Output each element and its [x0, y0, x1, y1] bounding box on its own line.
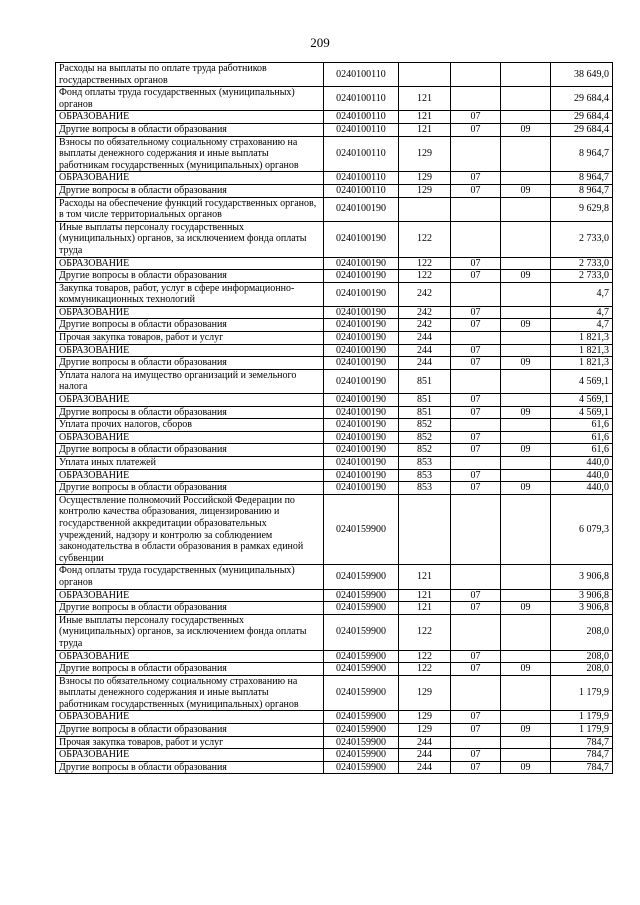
item-name-cell: ОБРАЗОВАНИЕ — [56, 306, 324, 319]
amount-cell: 1 179,9 — [551, 675, 613, 711]
item-name-cell: ОБРАЗОВАНИЕ — [56, 589, 324, 602]
table-row — [56, 406, 613, 419]
table-row — [56, 724, 613, 737]
target-article-cell: 0240100190 — [324, 357, 399, 370]
subsection-cell: 09 — [501, 357, 551, 370]
table-row — [56, 306, 613, 319]
section-cell — [451, 63, 501, 87]
target-article-cell: 0240100190 — [324, 406, 399, 419]
expense-type-cell: 129 — [399, 675, 451, 711]
item-name-cell: Расходы на выплаты по оплате труда работников государственных органов — [56, 63, 324, 87]
subsection-cell — [501, 306, 551, 319]
subsection-cell — [501, 282, 551, 306]
item-name-cell: Взносы по обязательному социальному страхованию на выплаты денежного содержания и иные выплаты работникам государственных (муниципальных) органов — [56, 136, 324, 172]
amount-cell: 2 733,0 — [551, 221, 613, 257]
amount-cell: 1 821,3 — [551, 332, 613, 345]
table-row — [56, 419, 613, 432]
target-article-cell: 0240100190 — [324, 394, 399, 407]
section-cell: 07 — [451, 406, 501, 419]
item-name-cell: Иные выплаты персоналу государственных (муниципальных) органов, за исключением фонда оплаты труда — [56, 221, 324, 257]
item-name-cell: ОБРАЗОВАНИЕ — [56, 749, 324, 762]
expense-type-cell: 121 — [399, 111, 451, 124]
section-cell: 07 — [451, 306, 501, 319]
table-row — [56, 319, 613, 332]
item-name-cell: ОБРАЗОВАНИЕ — [56, 650, 324, 663]
expense-type-cell: 129 — [399, 136, 451, 172]
target-article-cell: 0240159900 — [324, 589, 399, 602]
amount-cell: 208,0 — [551, 614, 613, 650]
item-name-cell: ОБРАЗОВАНИЕ — [56, 711, 324, 724]
item-name-cell: Расходы на обеспечение функций государственных органов, в том числе территориальных органов — [56, 197, 324, 221]
subsection-cell: 09 — [501, 184, 551, 197]
subsection-cell — [501, 565, 551, 589]
table-row — [56, 344, 613, 357]
expense-type-cell: 852 — [399, 444, 451, 457]
item-name-cell: Другие вопросы в области образования — [56, 602, 324, 615]
table-row — [56, 675, 613, 711]
target-article-cell: 0240100190 — [324, 197, 399, 221]
subsection-cell — [501, 394, 551, 407]
section-cell: 07 — [451, 711, 501, 724]
amount-cell: 3 906,8 — [551, 602, 613, 615]
table-row — [56, 136, 613, 172]
subsection-cell — [501, 457, 551, 470]
amount-cell: 4 569,1 — [551, 394, 613, 407]
section-cell — [451, 369, 501, 393]
section-cell: 07 — [451, 111, 501, 124]
table-row — [56, 711, 613, 724]
subsection-cell: 09 — [501, 482, 551, 495]
item-name-cell: ОБРАЗОВАНИЕ — [56, 172, 324, 185]
section-cell: 07 — [451, 431, 501, 444]
section-cell — [451, 675, 501, 711]
subsection-cell — [501, 111, 551, 124]
amount-cell: 61,6 — [551, 431, 613, 444]
expense-type-cell: 851 — [399, 394, 451, 407]
section-cell: 07 — [451, 172, 501, 185]
section-cell: 07 — [451, 270, 501, 283]
subsection-cell — [501, 369, 551, 393]
table-row — [56, 282, 613, 306]
amount-cell: 208,0 — [551, 650, 613, 663]
section-cell: 07 — [451, 650, 501, 663]
item-name-cell: ОБРАЗОВАНИЕ — [56, 344, 324, 357]
target-article-cell: 0240100190 — [324, 221, 399, 257]
item-name-cell: Фонд оплаты труда государственных (муниципальных) органов — [56, 565, 324, 589]
table-row — [56, 482, 613, 495]
subsection-cell — [501, 494, 551, 565]
subsection-cell — [501, 431, 551, 444]
target-article-cell: 0240100190 — [324, 444, 399, 457]
item-name-cell: Другие вопросы в области образования — [56, 663, 324, 676]
section-cell: 07 — [451, 344, 501, 357]
amount-cell: 440,0 — [551, 457, 613, 470]
expense-type-cell: 851 — [399, 369, 451, 393]
subsection-cell — [501, 87, 551, 111]
subsection-cell — [501, 614, 551, 650]
table-row — [56, 270, 613, 283]
table-row — [56, 761, 613, 774]
table-row — [56, 197, 613, 221]
subsection-cell: 09 — [501, 406, 551, 419]
target-article-cell: 0240100190 — [324, 469, 399, 482]
table-row — [56, 663, 613, 676]
subsection-cell — [501, 736, 551, 749]
target-article-cell: 0240159900 — [324, 565, 399, 589]
section-cell — [451, 736, 501, 749]
amount-cell: 1 179,9 — [551, 711, 613, 724]
section-cell — [451, 332, 501, 345]
table-row — [56, 123, 613, 136]
expense-type-cell: 122 — [399, 270, 451, 283]
table-row — [56, 736, 613, 749]
target-article-cell: 0240100190 — [324, 344, 399, 357]
expense-type-cell: 244 — [399, 749, 451, 762]
section-cell — [451, 614, 501, 650]
amount-cell: 1 179,9 — [551, 724, 613, 737]
table-row — [56, 589, 613, 602]
target-article-cell: 0240100110 — [324, 123, 399, 136]
amount-cell: 38 649,0 — [551, 63, 613, 87]
target-article-cell: 0240159900 — [324, 761, 399, 774]
target-article-cell: 0240100190 — [324, 369, 399, 393]
target-article-cell: 0240159900 — [324, 675, 399, 711]
target-article-cell: 0240159900 — [324, 494, 399, 565]
expense-type-cell: 122 — [399, 257, 451, 270]
subsection-cell — [501, 172, 551, 185]
expense-type-cell: 852 — [399, 431, 451, 444]
subsection-cell — [501, 332, 551, 345]
section-cell: 07 — [451, 749, 501, 762]
item-name-cell: Другие вопросы в области образования — [56, 761, 324, 774]
section-cell: 07 — [451, 663, 501, 676]
expense-type-cell: 122 — [399, 663, 451, 676]
amount-cell: 4,7 — [551, 319, 613, 332]
expense-type-cell: 244 — [399, 736, 451, 749]
section-cell: 07 — [451, 589, 501, 602]
item-name-cell: Другие вопросы в области образования — [56, 123, 324, 136]
table-row — [56, 257, 613, 270]
table-row — [56, 444, 613, 457]
item-name-cell: Другие вопросы в области образования — [56, 406, 324, 419]
item-name-cell: Другие вопросы в области образования — [56, 270, 324, 283]
expense-type-cell: 853 — [399, 469, 451, 482]
table-row — [56, 394, 613, 407]
amount-cell: 61,6 — [551, 419, 613, 432]
item-name-cell: ОБРАЗОВАНИЕ — [56, 431, 324, 444]
table-row — [56, 494, 613, 565]
section-cell — [451, 197, 501, 221]
item-name-cell: Другие вопросы в области образования — [56, 357, 324, 370]
item-name-cell: Другие вопросы в области образования — [56, 444, 324, 457]
table-row — [56, 369, 613, 393]
item-name-cell: Иные выплаты персоналу государственных (муниципальных) органов, за исключением фонда оплаты труда — [56, 614, 324, 650]
table-row — [56, 565, 613, 589]
subsection-cell — [501, 344, 551, 357]
expense-type-cell: 129 — [399, 172, 451, 185]
expense-type-cell: 121 — [399, 123, 451, 136]
target-article-cell: 0240159900 — [324, 749, 399, 762]
subsection-cell: 09 — [501, 663, 551, 676]
target-article-cell: 0240100190 — [324, 332, 399, 345]
target-article-cell: 0240100190 — [324, 457, 399, 470]
section-cell: 07 — [451, 724, 501, 737]
section-cell — [451, 221, 501, 257]
budget-table — [55, 62, 613, 774]
amount-cell: 8 964,7 — [551, 172, 613, 185]
section-cell: 07 — [451, 257, 501, 270]
section-cell: 07 — [451, 357, 501, 370]
target-article-cell: 0240159900 — [324, 614, 399, 650]
item-name-cell: Прочая закупка товаров, работ и услуг — [56, 736, 324, 749]
subsection-cell: 09 — [501, 444, 551, 457]
section-cell: 07 — [451, 469, 501, 482]
target-article-cell: 0240100190 — [324, 270, 399, 283]
target-article-cell: 0240159900 — [324, 663, 399, 676]
target-article-cell: 0240100190 — [324, 282, 399, 306]
expense-type-cell: 129 — [399, 184, 451, 197]
section-cell — [451, 565, 501, 589]
amount-cell: 4 569,1 — [551, 406, 613, 419]
item-name-cell: Другие вопросы в области образования — [56, 724, 324, 737]
subsection-cell — [501, 257, 551, 270]
subsection-cell: 09 — [501, 319, 551, 332]
expense-type-cell: 853 — [399, 457, 451, 470]
subsection-cell — [501, 711, 551, 724]
amount-cell: 4,7 — [551, 306, 613, 319]
expense-type-cell: 244 — [399, 332, 451, 345]
expense-type-cell: 851 — [399, 406, 451, 419]
subsection-cell — [501, 419, 551, 432]
table-row — [56, 749, 613, 762]
amount-cell: 784,7 — [551, 761, 613, 774]
expense-type-cell: 121 — [399, 565, 451, 589]
table-row — [56, 431, 613, 444]
amount-cell: 440,0 — [551, 482, 613, 495]
item-name-cell: Другие вопросы в области образования — [56, 319, 324, 332]
target-article-cell: 0240159900 — [324, 602, 399, 615]
section-cell: 07 — [451, 482, 501, 495]
section-cell — [451, 136, 501, 172]
expense-type-cell: 852 — [399, 419, 451, 432]
expense-type-cell: 242 — [399, 282, 451, 306]
target-article-cell: 0240159900 — [324, 711, 399, 724]
item-name-cell: Другие вопросы в области образования — [56, 184, 324, 197]
amount-cell: 784,7 — [551, 749, 613, 762]
item-name-cell: Уплата иных платежей — [56, 457, 324, 470]
section-cell: 07 — [451, 602, 501, 615]
expense-type-cell: 121 — [399, 602, 451, 615]
amount-cell: 2 733,0 — [551, 257, 613, 270]
amount-cell: 1 821,3 — [551, 357, 613, 370]
target-article-cell: 0240100190 — [324, 257, 399, 270]
item-name-cell: ОБРАЗОВАНИЕ — [56, 394, 324, 407]
subsection-cell — [501, 221, 551, 257]
subsection-cell — [501, 136, 551, 172]
expense-type-cell: 122 — [399, 221, 451, 257]
section-cell: 07 — [451, 761, 501, 774]
amount-cell: 29 684,4 — [551, 111, 613, 124]
subsection-cell — [501, 650, 551, 663]
section-cell: 07 — [451, 184, 501, 197]
item-name-cell: Прочая закупка товаров, работ и услуг — [56, 332, 324, 345]
subsection-cell: 09 — [501, 602, 551, 615]
amount-cell: 208,0 — [551, 663, 613, 676]
target-article-cell: 0240100190 — [324, 431, 399, 444]
amount-cell: 61,6 — [551, 444, 613, 457]
target-article-cell: 0240100190 — [324, 482, 399, 495]
amount-cell: 29 684,4 — [551, 123, 613, 136]
subsection-cell — [501, 675, 551, 711]
item-name-cell: ОБРАЗОВАНИЕ — [56, 469, 324, 482]
item-name-cell: ОБРАЗОВАНИЕ — [56, 257, 324, 270]
subsection-cell: 09 — [501, 270, 551, 283]
table-row — [56, 221, 613, 257]
target-article-cell: 0240100110 — [324, 184, 399, 197]
subsection-cell — [501, 749, 551, 762]
table-row — [56, 614, 613, 650]
expense-type-cell: 244 — [399, 761, 451, 774]
expense-type-cell: 129 — [399, 724, 451, 737]
target-article-cell: 0240100190 — [324, 319, 399, 332]
budget-table-body — [56, 63, 613, 774]
target-article-cell: 0240100110 — [324, 172, 399, 185]
section-cell: 07 — [451, 319, 501, 332]
target-article-cell: 0240159900 — [324, 724, 399, 737]
subsection-cell: 09 — [501, 724, 551, 737]
amount-cell: 784,7 — [551, 736, 613, 749]
section-cell — [451, 87, 501, 111]
table-row — [56, 87, 613, 111]
target-article-cell: 0240100110 — [324, 63, 399, 87]
section-cell — [451, 282, 501, 306]
target-article-cell: 0240100110 — [324, 87, 399, 111]
table-row — [56, 111, 613, 124]
target-article-cell: 0240159900 — [324, 736, 399, 749]
amount-cell: 4,7 — [551, 282, 613, 306]
subsection-cell: 09 — [501, 761, 551, 774]
amount-cell: 8 964,7 — [551, 136, 613, 172]
table-row — [56, 172, 613, 185]
item-name-cell: Другие вопросы в области образования — [56, 482, 324, 495]
expense-type-cell: 244 — [399, 344, 451, 357]
section-cell: 07 — [451, 123, 501, 136]
table-row — [56, 457, 613, 470]
section-cell: 07 — [451, 444, 501, 457]
table-row — [56, 357, 613, 370]
expense-type-cell: 242 — [399, 319, 451, 332]
section-cell — [451, 457, 501, 470]
target-article-cell: 0240100110 — [324, 111, 399, 124]
expense-type-cell: 853 — [399, 482, 451, 495]
amount-cell: 1 821,3 — [551, 344, 613, 357]
item-name-cell: Осуществление полномочий Российской Федерации по контролю качества образования, лицензированию и государственной аккредитации образовательных учреждений, надзору и контролю за соблюдением законодательства в области образования в рамках единой субвенции — [56, 494, 324, 565]
subsection-cell — [501, 469, 551, 482]
expense-type-cell — [399, 197, 451, 221]
subsection-cell — [501, 63, 551, 87]
section-cell — [451, 494, 501, 565]
amount-cell: 3 906,8 — [551, 565, 613, 589]
table-row — [56, 184, 613, 197]
amount-cell: 8 964,7 — [551, 184, 613, 197]
section-cell — [451, 419, 501, 432]
expense-type-cell — [399, 63, 451, 87]
section-cell: 07 — [451, 394, 501, 407]
table-row — [56, 650, 613, 663]
subsection-cell: 09 — [501, 123, 551, 136]
table-row — [56, 63, 613, 87]
amount-cell: 4 569,1 — [551, 369, 613, 393]
subsection-cell — [501, 589, 551, 602]
expense-type-cell: 122 — [399, 614, 451, 650]
item-name-cell: Закупка товаров, работ, услуг в сфере информационно-коммуникационных технологий — [56, 282, 324, 306]
amount-cell: 440,0 — [551, 469, 613, 482]
expense-type-cell: 242 — [399, 306, 451, 319]
target-article-cell: 0240100110 — [324, 136, 399, 172]
expense-type-cell — [399, 494, 451, 565]
expense-type-cell: 121 — [399, 87, 451, 111]
target-article-cell: 0240159900 — [324, 650, 399, 663]
table-row — [56, 602, 613, 615]
table-row — [56, 469, 613, 482]
target-article-cell: 0240100190 — [324, 419, 399, 432]
page-number: 209 — [310, 35, 330, 50]
item-name-cell: ОБРАЗОВАНИЕ — [56, 111, 324, 124]
expense-type-cell: 121 — [399, 589, 451, 602]
target-article-cell: 0240100190 — [324, 306, 399, 319]
expense-type-cell: 244 — [399, 357, 451, 370]
amount-cell: 2 733,0 — [551, 270, 613, 283]
amount-cell: 9 629,8 — [551, 197, 613, 221]
item-name-cell: Уплата налога на имущество организаций и земельного налога — [56, 369, 324, 393]
amount-cell: 6 079,3 — [551, 494, 613, 565]
subsection-cell — [501, 197, 551, 221]
amount-cell: 3 906,8 — [551, 589, 613, 602]
table-row — [56, 332, 613, 345]
amount-cell: 29 684,4 — [551, 87, 613, 111]
item-name-cell: Уплата прочих налогов, сборов — [56, 419, 324, 432]
item-name-cell: Взносы по обязательному социальному страхованию на выплаты денежного содержания и иные выплаты работникам государственных (муниципальных) органов — [56, 675, 324, 711]
expense-type-cell: 129 — [399, 711, 451, 724]
expense-type-cell: 122 — [399, 650, 451, 663]
item-name-cell: Фонд оплаты труда государственных (муниципальных) органов — [56, 87, 324, 111]
